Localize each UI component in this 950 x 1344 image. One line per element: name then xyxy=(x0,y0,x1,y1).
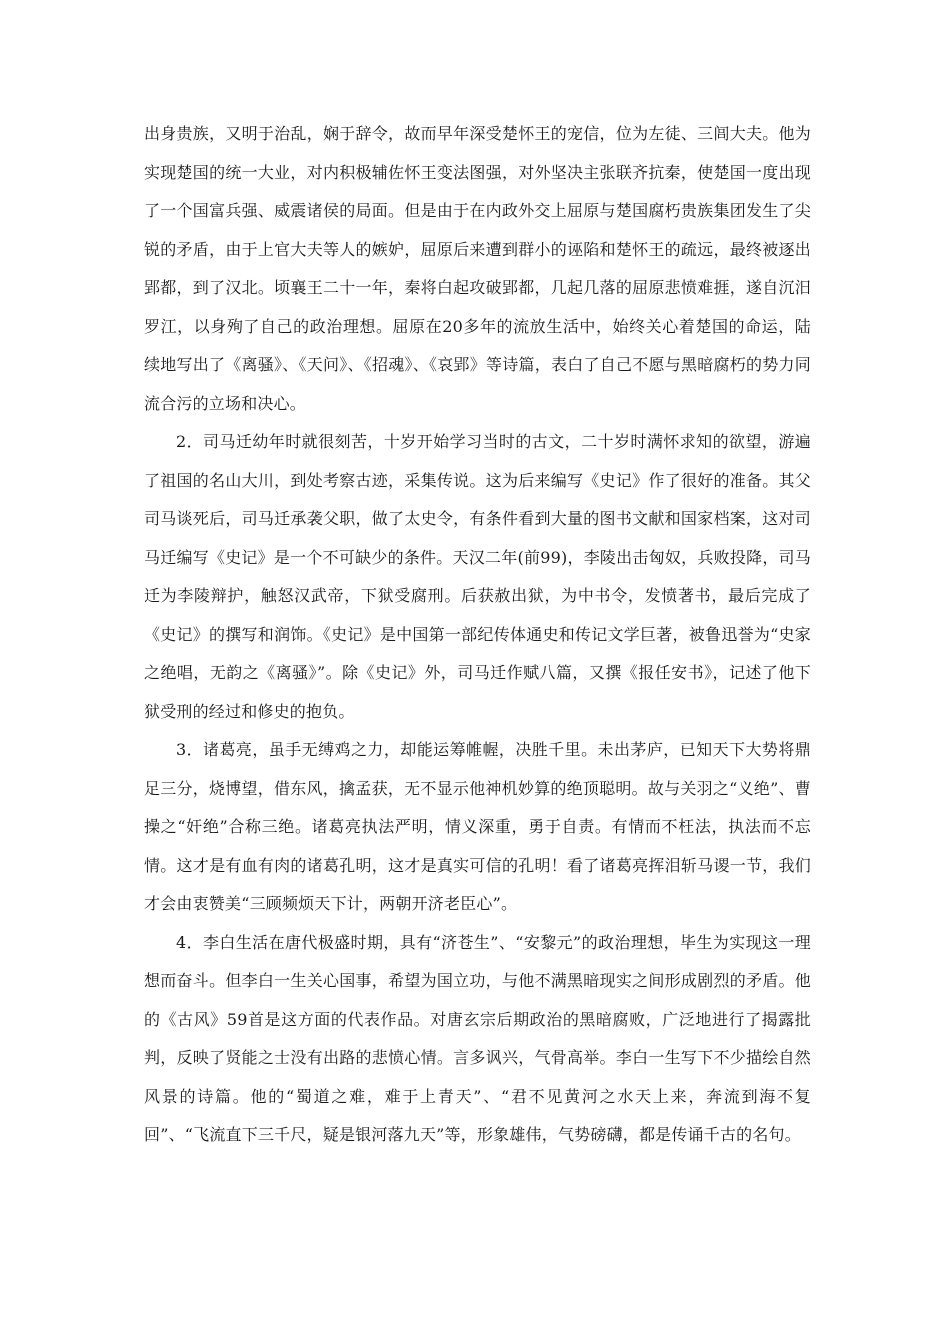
body-text xyxy=(144,115,811,1155)
paragraph-li-bai: 4．李白生活在唐代极盛时期，具有“济苍生”、“安黎元”的政治理想，毕生为实现这一理想而奋斗。但李白一生关心国事，希望为国立功，与他不满黑暗现实之间形成剧烈的矛盾。他的《古风》59首是这方面的代表作品。对唐玄宗后期政治的黑暗腐败，广泛地进行了揭露批判，反映了贤能之士没有出路的悲愤心情。言多讽兴，气骨高举。李白一生写下不少描绘自然风景的诗篇。他的“蜀道之难，难于上青天”、“君不见黄河之水天上来，奔流到海不复回”、“飞流直下三千尺，疑是银河落九天”等，形象雄伟，气势磅礴，都是传诵千古的名句。 xyxy=(144,932,811,1144)
paragraph-sima-qian: 2．司马迁幼年时就很刻苦，十岁开始学习当时的古文，二十岁时满怀求知的欲望，游遍了祖国的名山大川，到处考察古迹，采集传说。这为后来编写《史记》作了很好的准备。其父司马谈死后，司马迁承袭父职，做了太史令，有条件看到大量的图书文献和国家档案，这对司马迁编写《史记》是一个不可缺少的条件。天汉二年(前99)，李陵出击匈奴，兵败投降，司马迁为李陵辩护，触怒汉武帝，下狱受腐刑。后获赦出狱，为中书令，发愤著书，最后完成了《史记》的撰写和润饰。《史记》是中国第一部纪传体通史和传记文学巨著，被鲁迅誉为“史家之绝唱，无韵之《离骚》”。除《史记》外，司马迁作赋八篇，又撰《报任安书》，记述了他下狱受刑的经过和修史的抱负。 xyxy=(144,432,811,721)
paragraph-zhuge-liang: 3．诸葛亮，虽手无缚鸡之力，却能运筹帷幄，决胜千里。未出茅庐，已知天下大势将鼎足三分，烧博望，借东风，擒孟获，无不显示他神机妙算的绝顶聪明。故与关羽之“义绝”、曹操之“奸绝”合称三绝。诸葛亮执法严明，情义深重，勇于自责。有情而不枉法，执法而不忘情。这才是有血有肉的诸葛孔明，这才是真实可信的孔明！看了诸葛亮挥泪斩马谡一节，我们才会由衷赞美“三顾频烦天下计，两朝开济老臣心”。 xyxy=(144,740,811,913)
paragraph-qu-yuan: 出身贵族，又明于治乱，娴于辞令，故而早年深受楚怀王的宠信，位为左徒、三闾大夫。他为实现楚国的统一大业，对内积极辅佐怀王变法图强，对外坚决主张联齐抗秦，使楚国一度出现了一个国富兵强、威震诸侯的局面。但是由于在内政外交上屈原与楚国腐朽贵族集团发生了尖锐的矛盾，由于上官大夫等人的嫉妒，屈原后来遭到群小的诬陷和楚怀王的疏远，最终被逐出郢都，到了汉北。顷襄王二十一年，秦将白起攻破郢都，几起几落的屈原悲愤难捱，遂自沉汨罗江，以身殉了自己的政治理想。屈原在20多年的流放生活中，始终关心着楚国的命运，陆续地写出了《离骚》、《天问》、《招魂》、《哀郢》等诗篇，表白了自己不愿与黑暗腐朽的势力同流合污的立场和决心。 xyxy=(144,124,811,413)
